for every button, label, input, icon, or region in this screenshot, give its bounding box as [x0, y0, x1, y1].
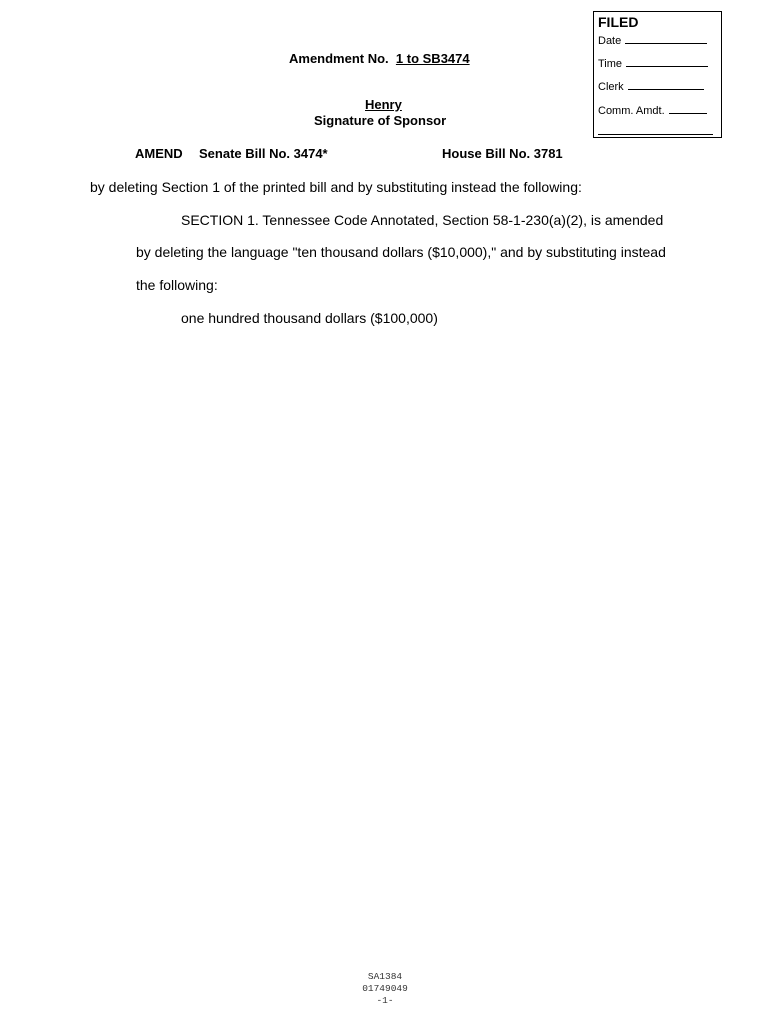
house-bill-number: House Bill No. 3781	[442, 146, 563, 161]
intro-paragraph: by deleting Section 1 of the printed bill and by substituting instead the following:	[90, 179, 582, 195]
amendment-title	[289, 51, 470, 66]
filed-date-label: Date	[598, 35, 622, 47]
filed-clerk-label: Clerk	[598, 81, 624, 93]
sponsor-name: Henry	[365, 97, 402, 112]
footer-code: SA1384	[367, 971, 403, 982]
amendment-reference: 1 to SB3474	[395, 51, 470, 66]
footer-number: 01749049	[362, 983, 408, 994]
replacement-text: one hundred thousand dollars ($100,000)	[181, 310, 438, 326]
senate-bill-number: Senate Bill No. 3474*	[199, 146, 328, 161]
filed-time-label: Time	[598, 58, 623, 70]
filed-date-blank	[625, 34, 707, 44]
filed-time-row	[598, 57, 708, 70]
filed-date-row	[598, 34, 707, 47]
filed-clerk-row	[598, 80, 704, 93]
amendment-prefix: Amendment No.	[289, 51, 389, 66]
page-number: -1-	[376, 995, 394, 1006]
filed-clerk-blank	[628, 80, 704, 90]
filed-comm-amdt-row	[598, 104, 707, 117]
amend-label: AMEND	[135, 146, 183, 161]
filed-comm-amdt-label: Comm. Amdt.	[598, 105, 665, 117]
filed-signature-line	[598, 134, 713, 135]
following-line: the following:	[136, 277, 218, 293]
filed-title: FILED	[598, 14, 639, 30]
sponsor-caption: Signature of Sponsor	[314, 113, 447, 128]
deleting-language-line: by deleting the language "ten thousand dollars ($10,000)," and by substituting instead	[136, 244, 666, 260]
section-one-line: SECTION 1. Tennessee Code Annotated, Section 58-1-230(a)(2), is amended	[181, 212, 664, 228]
filed-stamp	[593, 11, 722, 138]
filed-time-blank	[626, 57, 708, 67]
filed-comm-amdt-blank	[669, 104, 707, 114]
